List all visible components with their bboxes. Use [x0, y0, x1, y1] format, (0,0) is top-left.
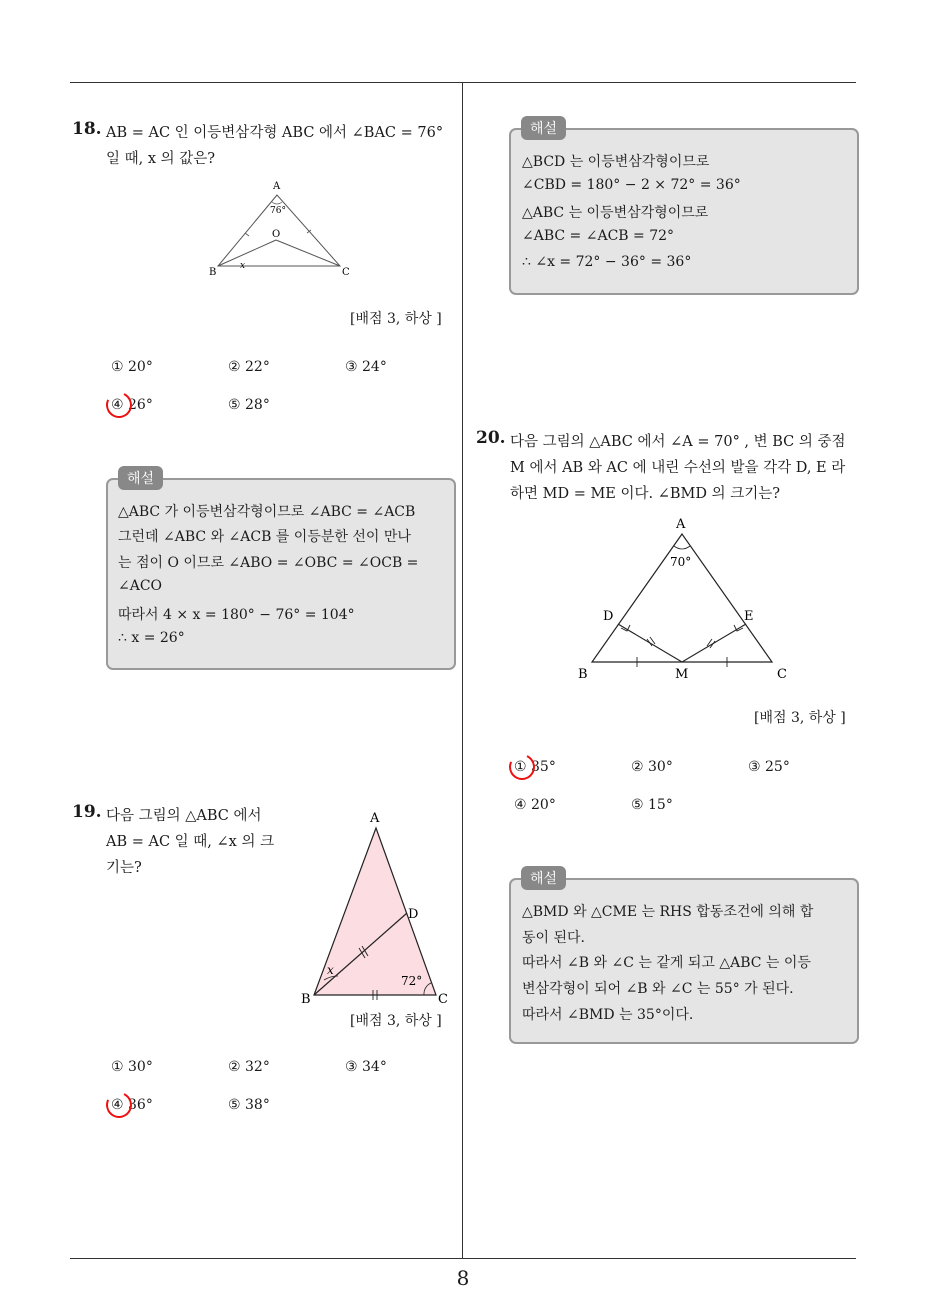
q18-option-2[interactable]: ② 22°: [228, 359, 270, 375]
q20-expl-line3: 따라서 ∠B 와 ∠C 는 같게 되고 △ABC 는 이등: [522, 955, 811, 971]
q20-label-a: A: [676, 517, 686, 532]
q20-label-m: M: [675, 667, 689, 682]
q20-option-3[interactable]: ③ 25°: [748, 759, 790, 775]
q18-option-4[interactable]: ④ 26°: [111, 397, 153, 413]
q20-label-e: E: [744, 609, 754, 624]
q19-angle-label: 72°: [401, 974, 423, 988]
q18-answer-circle: [102, 388, 135, 421]
q20-expl-line2: 동이 된다.: [522, 930, 585, 946]
q20-label-d: D: [603, 609, 614, 624]
q18-expl-line1: △ABC 가 이등변삼각형이므로 ∠ABC = ∠ACB: [118, 504, 416, 520]
q20-explanation-tag: 해설: [521, 866, 566, 890]
q20-expl-line1: △BMD 와 △CME 는 RHS 합동조건에 의해 합: [522, 904, 814, 920]
q19-answer-circle: [102, 1088, 135, 1121]
bottom-rule: [70, 1258, 856, 1259]
q20-expl-line5: 따라서 ∠BMD 는 35°이다.: [522, 1007, 694, 1023]
q19-label-b: B: [301, 992, 311, 1007]
q18-points: [배점 3, 하상 ]: [350, 311, 442, 327]
q20-text-line1: 다음 그림의 △ABC 에서 ∠A = 70° , 변 BC 의 중점: [510, 434, 846, 450]
q18-expl-line3: 는 점이 O 이므로 ∠ABO = ∠OBC = ∠OCB =: [118, 555, 419, 571]
q19-explanation-tag: 해설: [521, 116, 566, 140]
q19-text-line3: 기는?: [106, 860, 142, 876]
q19-text-line1: 다음 그림의 △ABC 에서: [106, 808, 262, 824]
q19-option-3[interactable]: ③ 34°: [345, 1059, 387, 1075]
q19-label-d: D: [408, 907, 419, 922]
q20-option-5[interactable]: ⑤ 15°: [631, 797, 673, 813]
q20-option-4[interactable]: ④ 20°: [514, 797, 556, 813]
q19-points: [배점 3, 하상 ]: [350, 1013, 442, 1029]
top-rule: [70, 82, 856, 83]
q18-number: 18.: [72, 119, 102, 139]
q20-label-b: B: [578, 667, 588, 682]
q18-option-1[interactable]: ① 20°: [111, 359, 153, 375]
q19-x-label: x: [327, 963, 334, 977]
q18-option-3[interactable]: ③ 24°: [345, 359, 387, 375]
q19-text-line2: AB = AC 일 때, ∠x 의 크: [106, 834, 275, 850]
q18-text-line1: AB = AC 인 이등변삼각형 ABC 에서 ∠BAC = 76°: [106, 125, 444, 141]
q18-label-b: B: [209, 267, 217, 278]
q20-text-line2: M 에서 AB 와 AC 에 내린 수선의 발을 각각 D, E 라: [510, 460, 846, 476]
q19-option-4[interactable]: ④ 36°: [111, 1097, 153, 1113]
q19-option-2[interactable]: ② 32°: [228, 1059, 270, 1075]
q20-points: [배점 3, 하상 ]: [754, 710, 846, 726]
q20-angle-label: 70°: [670, 555, 692, 569]
q18-x-label: x: [240, 261, 246, 271]
q18-label-a: A: [273, 181, 281, 192]
q19-expl-line5: ∴ ∠x = 72° − 36° = 36°: [522, 254, 692, 270]
q18-expl-line2: 그런데 ∠ABC 와 ∠ACB 를 이등분한 선이 만나: [118, 529, 411, 545]
q18-explanation-tag: 해설: [118, 466, 163, 490]
q20-number: 20.: [476, 428, 506, 448]
q18-expl-line6: ∴ x = 26°: [118, 630, 185, 646]
column-divider: [462, 83, 463, 1258]
q20-option-2[interactable]: ② 30°: [631, 759, 673, 775]
q19-expl-line2: ∠CBD = 180° − 2 × 72° = 36°: [522, 177, 741, 193]
q18-label-o: O: [272, 229, 281, 240]
q19-expl-line3: △ABC 는 이등변삼각형이므로: [522, 205, 709, 221]
q19-expl-line1: △BCD 는 이등변삼각형이므로: [522, 154, 710, 170]
page-number: 8: [456, 1266, 470, 1290]
q18-expl-line4: ∠ACO: [118, 578, 163, 594]
q20-figure: [572, 512, 802, 688]
q18-angle-label: 76°: [270, 206, 286, 216]
q18-option-5[interactable]: ⑤ 28°: [228, 397, 270, 413]
q18-expl-line5: 따라서 4 × x = 180° − 76° = 104°: [118, 607, 355, 623]
q19-option-5[interactable]: ⑤ 38°: [228, 1097, 270, 1113]
q20-expl-line4: 변삼각형이 되어 ∠B 와 ∠C 는 55° 가 된다.: [522, 981, 794, 997]
q18-text-line2: 일 때, x 의 값은?: [106, 151, 216, 167]
q19-label-c: C: [438, 992, 448, 1007]
q20-label-c: C: [777, 667, 787, 682]
q18-label-c: C: [342, 267, 350, 278]
q19-number: 19.: [72, 802, 102, 822]
q20-answer-circle: [505, 750, 538, 783]
q19-expl-line4: ∠ABC = ∠ACB = 72°: [522, 228, 675, 244]
q20-text-line3: 하면 MD = ME 이다. ∠BMD 의 크기는?: [510, 486, 781, 502]
q18-figure: [200, 178, 360, 282]
q19-label-a: A: [370, 811, 380, 826]
q19-figure: [298, 808, 458, 1008]
q20-option-1[interactable]: ① 35°: [514, 759, 556, 775]
q19-option-1[interactable]: ① 30°: [111, 1059, 153, 1075]
